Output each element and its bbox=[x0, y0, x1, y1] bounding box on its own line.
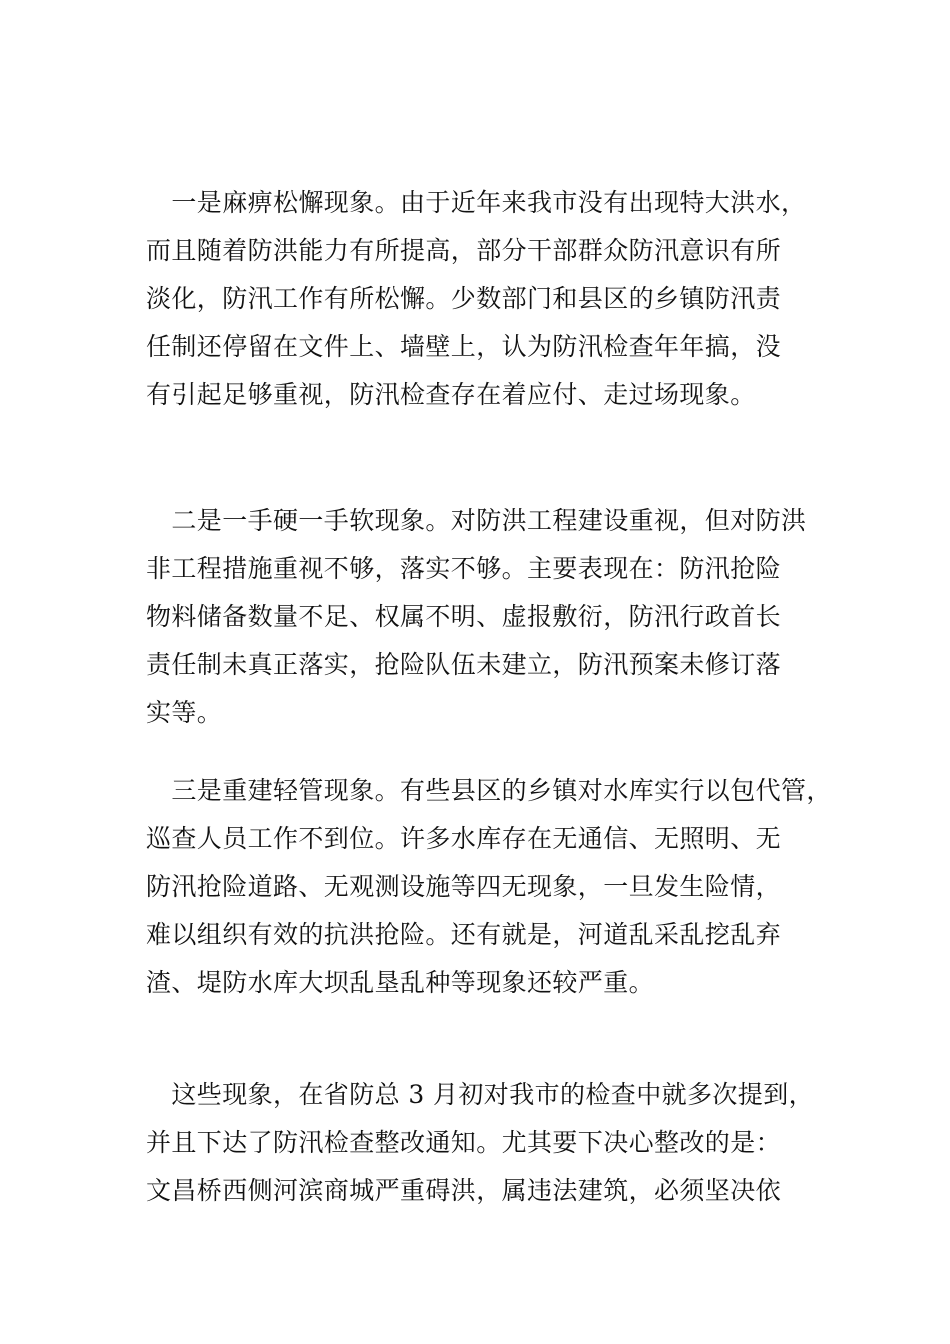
text-line: 巡查人员工作不到位。许多水库存在无通信、无照明、无 bbox=[146, 824, 782, 853]
paragraph-1 bbox=[146, 179, 816, 419]
text-line: 非工程措施重视不够，落实不够。主要表现在：防汛抢险 bbox=[146, 554, 782, 583]
paragraph-4 bbox=[146, 1071, 816, 1215]
text-line: 难以组织有效的抗洪抢险。还有就是，河道乱采乱挖乱弃 bbox=[146, 920, 782, 949]
text-line: 有引起足够重视，防汛检查存在着应付、走过场现象。 bbox=[146, 380, 756, 409]
text-line: 二是一手硬一手软现象。对防洪工程建设重视，但对防洪 bbox=[146, 506, 807, 535]
text-line: 三是重建轻管现象。有些县区的乡镇对水库实行以包代管， bbox=[146, 776, 832, 805]
text-line: 一是麻痹松懈现象。由于近年来我市没有出现特大洪水， bbox=[146, 188, 807, 217]
text-line: 并且下达了防汛检查整改通知。尤其要下决心整改的是： bbox=[146, 1128, 782, 1157]
text-line: 任制还停留在文件上、墙壁上，认为防汛检查年年搞，没 bbox=[146, 332, 782, 361]
text-line: 防汛抢险道路、无观测设施等四无现象，一旦发生险情， bbox=[146, 872, 782, 901]
text-line: 责任制未真正落实，抢险队伍未建立，防汛预案未修订落 bbox=[146, 650, 782, 679]
text-line: 文昌桥西侧河滨商城严重碍洪，属违法建筑，必须坚决依 bbox=[146, 1176, 782, 1205]
text-line: 淡化，防汛工作有所松懈。少数部门和县区的乡镇防汛责 bbox=[146, 284, 782, 313]
text-line: 这些现象，在省防总 3 月初对我市的检查中就多次提到， bbox=[146, 1080, 815, 1109]
text-line: 物料储备数量不足、权属不明、虚报敷衍，防汛行政首长 bbox=[146, 602, 782, 631]
paragraph-2 bbox=[146, 497, 816, 737]
text-line: 实等。 bbox=[146, 698, 223, 727]
text-line: 而且随着防洪能力有所提高，部分干部群众防汛意识有所 bbox=[146, 236, 782, 265]
paragraph-3 bbox=[146, 767, 832, 1007]
text-line: 渣、堤防水库大坝乱垦乱种等现象还较严重。 bbox=[146, 968, 655, 997]
